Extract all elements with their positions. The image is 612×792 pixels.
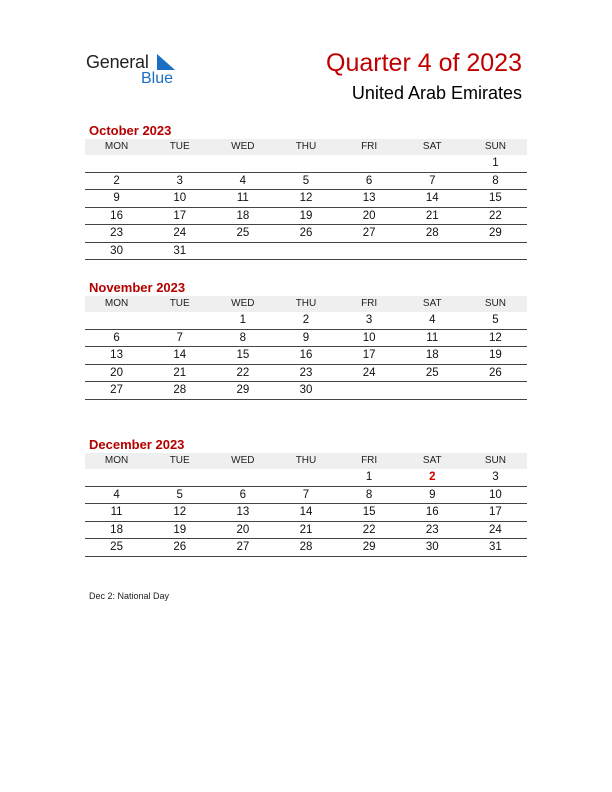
day-cell: 3 (464, 469, 527, 487)
empty-day-cell (274, 155, 337, 173)
day-cell: 12 (274, 190, 337, 208)
day-cell: 31 (464, 539, 527, 557)
day-cell: 16 (85, 208, 148, 226)
day-cell: 23 (401, 522, 464, 540)
empty-day-cell (148, 469, 211, 487)
day-cell: 10 (148, 190, 211, 208)
weekday-header: SAT (401, 296, 464, 312)
weekday-header: FRI (338, 139, 401, 155)
day-cell: 6 (338, 173, 401, 191)
day-cell: 4 (85, 487, 148, 505)
day-cell: 28 (401, 225, 464, 243)
month-grid (85, 453, 527, 557)
page-title: Quarter 4 of 2023 (326, 49, 522, 77)
day-cell: 14 (148, 347, 211, 365)
day-cell: 7 (274, 487, 337, 505)
logo-word-general: General (86, 52, 149, 72)
day-cell: 20 (85, 365, 148, 383)
day-cell: 22 (338, 522, 401, 540)
weekday-header: FRI (338, 453, 401, 469)
day-cell: 29 (464, 225, 527, 243)
empty-day-cell (464, 243, 527, 261)
day-cell: 4 (401, 312, 464, 330)
holiday-note: Dec 2: National Day (89, 591, 170, 601)
day-cell: 9 (274, 330, 337, 348)
day-cell: 8 (464, 173, 527, 191)
month-grid (85, 296, 527, 400)
weekday-header: SAT (401, 139, 464, 155)
country-name: United Arab Emirates (351, 83, 522, 103)
weekday-header: WED (211, 453, 274, 469)
weekday-header: SUN (464, 453, 527, 469)
day-cell: 6 (85, 330, 148, 348)
day-cell: 1 (464, 155, 527, 173)
day-cell: 9 (401, 487, 464, 505)
month-title: October 2023 (89, 123, 172, 138)
day-cell: 24 (148, 225, 211, 243)
day-cell: 19 (274, 208, 337, 226)
day-cell: 8 (338, 487, 401, 505)
day-cell: 13 (338, 190, 401, 208)
day-cell: 3 (148, 173, 211, 191)
day-cell: 18 (85, 522, 148, 540)
weekday-header: WED (211, 139, 274, 155)
day-cell: 22 (464, 208, 527, 226)
empty-day-cell (338, 243, 401, 261)
day-cell: 25 (211, 225, 274, 243)
weekday-header: THU (274, 296, 337, 312)
day-cell: 18 (211, 208, 274, 226)
day-cell: 19 (148, 522, 211, 540)
day-cell: 1 (211, 312, 274, 330)
day-cell: 7 (401, 173, 464, 191)
empty-day-cell (85, 312, 148, 330)
empty-day-cell (274, 243, 337, 261)
day-cell: 27 (85, 382, 148, 400)
day-cell: 10 (338, 330, 401, 348)
month-november (85, 279, 527, 400)
day-cell: 14 (401, 190, 464, 208)
weekday-header: SUN (464, 139, 527, 155)
day-cell: 15 (211, 347, 274, 365)
day-cell: 28 (274, 539, 337, 557)
generalblue-logo (86, 52, 186, 92)
day-cell: 25 (401, 365, 464, 383)
weekday-header: TUE (148, 139, 211, 155)
day-cell: 1 (338, 469, 401, 487)
empty-day-cell (401, 155, 464, 173)
day-cell: 13 (211, 504, 274, 522)
day-cell: 5 (148, 487, 211, 505)
empty-day-cell (401, 382, 464, 400)
day-cell: 23 (274, 365, 337, 383)
logo-word-blue: Blue (141, 70, 174, 87)
day-cell: 16 (274, 347, 337, 365)
weekday-header: THU (274, 139, 337, 155)
weekday-header: TUE (148, 296, 211, 312)
day-cell: 8 (211, 330, 274, 348)
day-cell: 11 (211, 190, 274, 208)
day-cell: 29 (211, 382, 274, 400)
empty-day-cell (148, 312, 211, 330)
day-cell: 15 (464, 190, 527, 208)
month-title: November 2023 (89, 280, 186, 295)
day-cell: 2 (85, 173, 148, 191)
day-cell: 7 (148, 330, 211, 348)
day-cell: 2 (274, 312, 337, 330)
empty-day-cell (211, 243, 274, 261)
day-cell: 21 (274, 522, 337, 540)
empty-day-cell (148, 155, 211, 173)
month-grid (85, 139, 527, 260)
weekday-header: SUN (464, 296, 527, 312)
day-cell: 16 (401, 504, 464, 522)
weekday-header: WED (211, 296, 274, 312)
day-cell: 11 (401, 330, 464, 348)
day-cell: 24 (464, 522, 527, 540)
day-cell: 26 (274, 225, 337, 243)
weekday-header: MON (85, 139, 148, 155)
month-december (85, 436, 527, 557)
weekday-header: SAT (401, 453, 464, 469)
empty-day-cell (85, 469, 148, 487)
day-cell: 12 (148, 504, 211, 522)
day-cell: 4 (211, 173, 274, 191)
empty-day-cell (211, 155, 274, 173)
day-cell: 29 (338, 539, 401, 557)
day-cell: 17 (148, 208, 211, 226)
day-cell: 26 (148, 539, 211, 557)
empty-day-cell (338, 155, 401, 173)
day-cell: 17 (338, 347, 401, 365)
day-cell: 5 (464, 312, 527, 330)
day-cell: 21 (401, 208, 464, 226)
month-title: December 2023 (89, 437, 185, 452)
day-cell: 20 (211, 522, 274, 540)
day-cell: 27 (211, 539, 274, 557)
weekday-header: THU (274, 453, 337, 469)
day-cell: 24 (338, 365, 401, 383)
weekday-header: MON (85, 296, 148, 312)
day-cell: 6 (211, 487, 274, 505)
day-cell: 9 (85, 190, 148, 208)
weekday-header: FRI (338, 296, 401, 312)
empty-day-cell (274, 469, 337, 487)
day-cell: 20 (338, 208, 401, 226)
day-cell: 23 (85, 225, 148, 243)
day-cell: 11 (85, 504, 148, 522)
empty-day-cell (464, 382, 527, 400)
empty-day-cell (401, 243, 464, 261)
empty-day-cell (211, 469, 274, 487)
month-october (85, 122, 527, 260)
empty-day-cell (338, 382, 401, 400)
day-cell: 17 (464, 504, 527, 522)
weekday-header: MON (85, 453, 148, 469)
day-cell: 3 (338, 312, 401, 330)
day-cell: 14 (274, 504, 337, 522)
day-cell: 18 (401, 347, 464, 365)
day-cell: 30 (401, 539, 464, 557)
day-cell: 25 (85, 539, 148, 557)
empty-day-cell (85, 155, 148, 173)
day-cell: 30 (85, 243, 148, 261)
weekday-header: TUE (148, 453, 211, 469)
day-cell: 31 (148, 243, 211, 261)
holiday-day-cell: 2 (401, 469, 464, 487)
day-cell: 22 (211, 365, 274, 383)
day-cell: 10 (464, 487, 527, 505)
day-cell: 13 (85, 347, 148, 365)
day-cell: 27 (338, 225, 401, 243)
day-cell: 15 (338, 504, 401, 522)
day-cell: 30 (274, 382, 337, 400)
day-cell: 5 (274, 173, 337, 191)
day-cell: 21 (148, 365, 211, 383)
day-cell: 12 (464, 330, 527, 348)
day-cell: 28 (148, 382, 211, 400)
day-cell: 26 (464, 365, 527, 383)
day-cell: 19 (464, 347, 527, 365)
